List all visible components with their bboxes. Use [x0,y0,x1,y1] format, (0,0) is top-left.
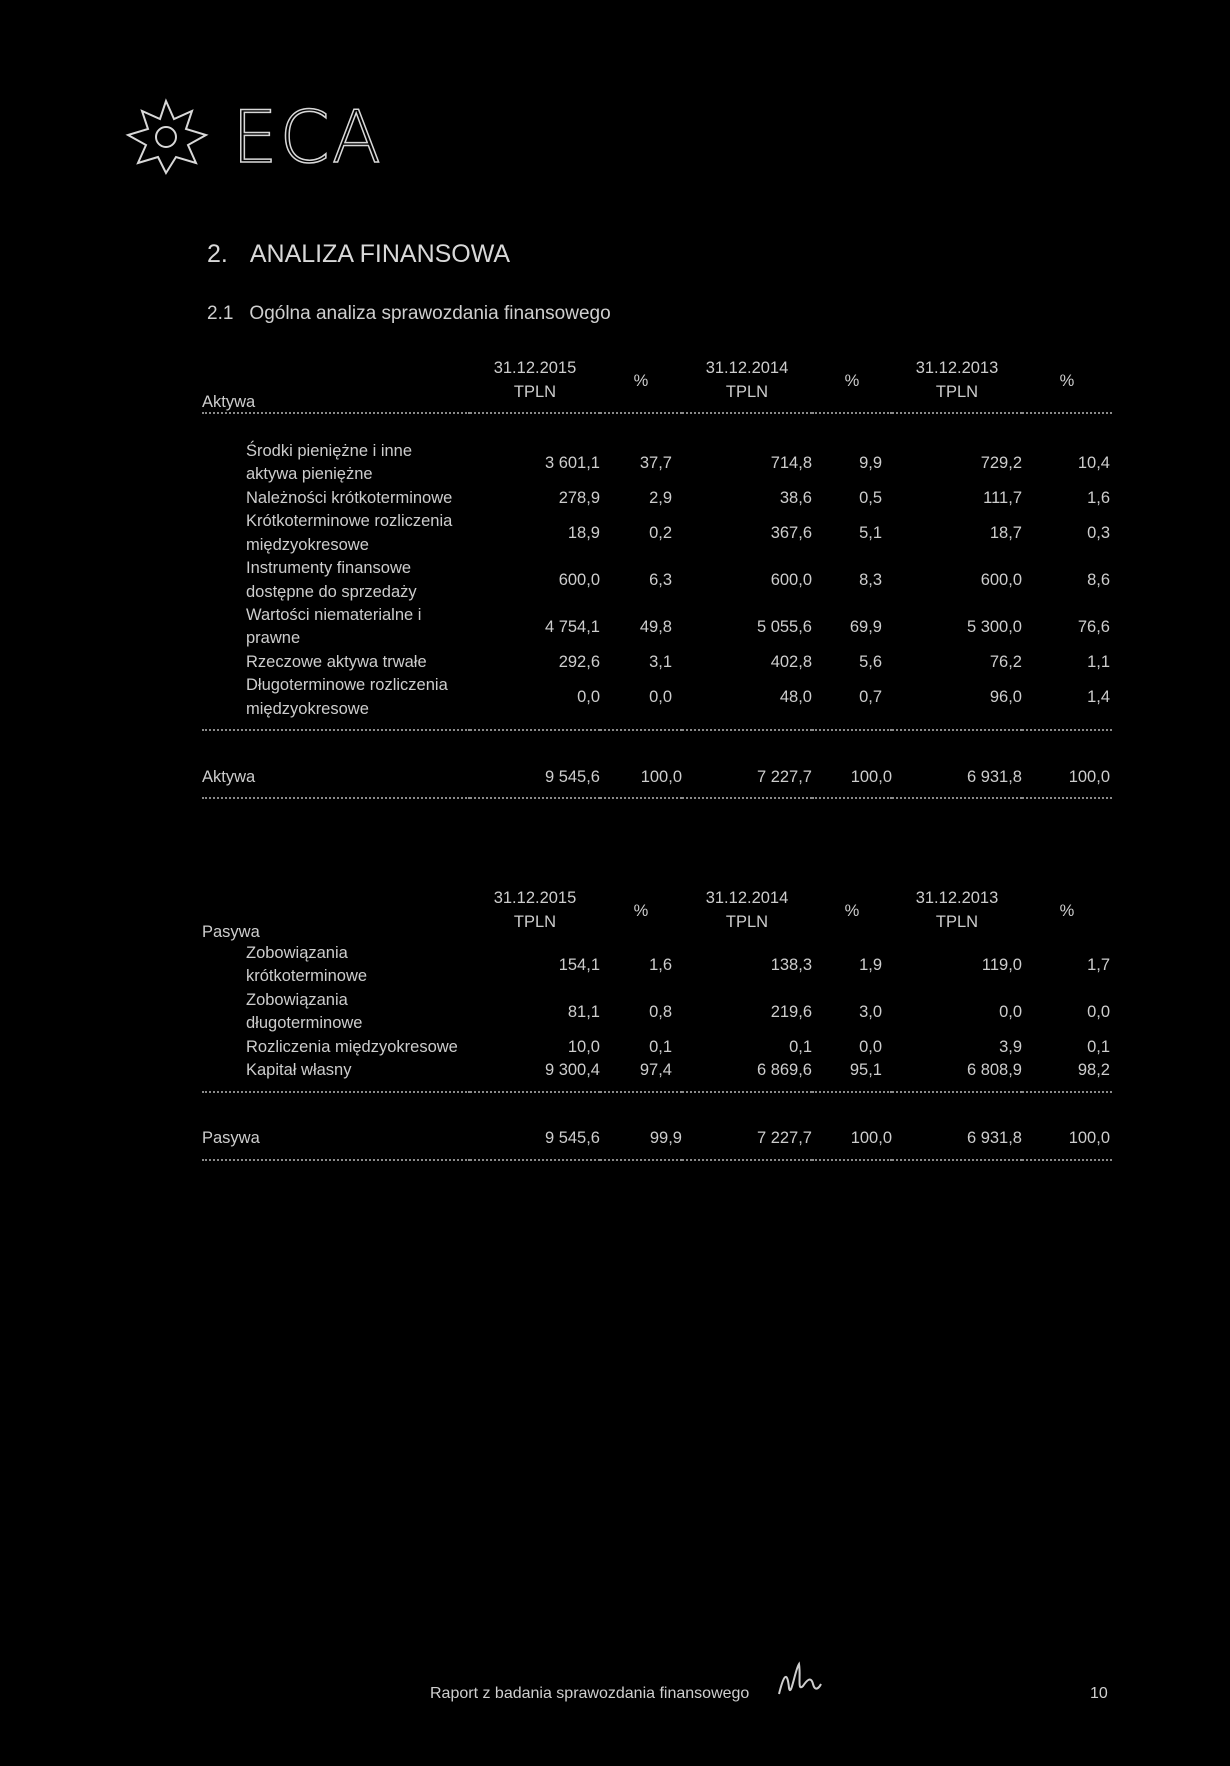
pasywa-header-row [202,880,1112,942]
value-2013: 5 300,0 [966,617,1022,636]
pct-2013: 0,3 [1087,524,1110,543]
pct-2015: 0,8 [649,1002,672,1021]
pct-2015: 3,1 [649,653,672,671]
value-2014: 5 055,6 [756,617,812,636]
value-2014: 219,6 [770,1002,812,1021]
pct-2013: 98,2 [1077,1061,1110,1080]
value-2015: 4 754,1 [544,617,600,636]
pct-2014: 5,1 [859,524,882,543]
pct-2013: 0,1 [1087,1037,1110,1056]
value-2014: 0,1 [789,1037,812,1056]
total-value-2015: 9 545,6 [544,767,600,786]
total-label: Pasywa [202,1129,260,1148]
pct-2015: 6,3 [649,571,672,590]
value-2013: 6 808,9 [966,1061,1022,1080]
value-2015: 278,9 [558,489,600,508]
total-value-2013: 6 931,8 [966,1129,1022,1148]
value-2015: 18,9 [567,524,600,543]
table-row [202,989,1112,1036]
value-2013: 18,7 [989,524,1022,543]
aktywa-pct-2013: % [1059,371,1075,390]
total-value-2013: 6 931,8 [966,767,1022,786]
pct-2015: 0,0 [649,688,672,707]
value-2013: 729,2 [980,453,1022,472]
pasywa-section-label: Pasywa [202,923,260,941]
pct-2014: 0,7 [859,688,882,707]
value-2015: 154,1 [558,955,600,974]
table-row [202,1036,1112,1059]
pct-2015: 0,2 [649,524,672,543]
row-label: Rzeczowe aktywa trwałe [246,652,427,671]
section-number: 2. [207,240,228,268]
value-2015: 292,6 [558,653,600,671]
aktywa-header-row [202,350,1112,413]
table-row [202,487,1112,510]
row-label: Instrumenty finansowe dostępne do sprzedaży [246,559,417,601]
total-pct-2014: 100,0 [850,767,892,786]
pct-2014: 1,9 [859,955,882,974]
table-row [202,557,1112,604]
pasywa-col-2014: 31.12.2014 TPLN [705,889,789,931]
aktywa-col-2014: 31.12.2014 TPLN [705,359,789,401]
row-label: Długoterminowe rozliczenia międzyokresowe [246,676,448,718]
table-row [202,510,1112,557]
value-2013: 3,9 [999,1037,1022,1056]
pct-2013: 1,6 [1087,489,1110,508]
pasywa-pct-2013: % [1059,901,1075,920]
aktywa-pct-2014: % [844,371,860,390]
row-label: Zobowiązania długoterminowe [246,990,363,1033]
pct-2014: 0,0 [859,1037,882,1056]
aktywa-table [202,350,1112,799]
total-value-2015: 9 545,6 [544,1129,600,1148]
logo-text: ECA [232,95,384,179]
value-2015: 81,1 [567,1002,600,1021]
footer-text: Raport z badania sprawozdania finansowego [430,1685,750,1702]
total-value-2014: 7 227,7 [756,1129,812,1148]
row-label: Kapitał własny [246,1061,352,1080]
section-heading: ANALIZA FINANSOWA [249,240,511,268]
row-label: Środki pieniężne i inne aktywa pieniężne [246,442,413,484]
pct-2013: 76,6 [1077,617,1110,636]
value-2013: 96,0 [989,688,1022,707]
value-2014: 714,8 [770,453,812,472]
value-2015: 9 300,4 [544,1061,600,1080]
eca-logo [120,95,383,179]
subsection-heading: Ogólna analiza sprawozdania finansowego [249,303,611,324]
pct-2013: 8,6 [1087,571,1110,590]
value-2014: 48,0 [779,688,812,707]
pct-2013: 0,0 [1087,1002,1110,1021]
row-label: Zobowiązania krótkoterminowe [246,944,368,986]
pct-2015: 1,6 [649,955,672,974]
total-pct-2015: 99,9 [649,1129,682,1148]
pct-2014: 69,9 [849,617,882,636]
value-2013: 111,7 [983,489,1022,508]
pct-2015: 49,8 [639,617,672,636]
value-2014: 138,3 [770,955,812,974]
aktywa-col-2015: 31.12.2015 TPLN [493,359,577,401]
row-label: Wartości niematerialne i prawne [246,605,422,648]
pct-2014: 8,3 [859,571,882,590]
pct-2014: 0,5 [859,489,882,508]
pct-2015: 97,4 [639,1061,672,1080]
table-row [202,604,1112,651]
subsection-number: 2.1 [207,303,234,324]
subsection-title [207,303,611,325]
value-2014: 402,8 [770,653,812,671]
total-value-2014: 7 227,7 [756,767,812,786]
row-label: Krótkoterminowe rozliczenia międzyokresowe [246,512,453,554]
value-2013: 600,0 [980,571,1022,590]
row-label: Rozliczenia międzyokresowe [246,1037,458,1056]
table-row [202,1059,1112,1082]
total-row [202,757,1112,798]
value-2015: 0,0 [577,688,600,707]
aktywa-pct-2015: % [633,371,649,390]
pct-2013: 1,4 [1087,688,1110,707]
section-title [207,240,510,269]
pasywa-table [202,880,1112,1161]
value-2015: 10,0 [567,1037,600,1056]
row-label: Należności krótkoterminowe [246,488,453,507]
pasywa-col-2013: 31.12.2013 TPLN [915,889,999,931]
value-2013: 119,0 [981,955,1022,974]
pct-2015: 0,1 [649,1037,672,1056]
pct-2014: 95,1 [849,1061,882,1080]
total-divider [202,1160,1112,1161]
value-2014: 6 869,6 [756,1061,812,1080]
table-row [202,942,1112,989]
pct-2013: 10,4 [1077,453,1110,472]
total-pct-2014: 100,0 [850,1129,892,1148]
pct-2015: 37,7 [639,453,672,472]
table-row [202,440,1112,487]
value-2014: 600,0 [770,571,812,590]
total-row [202,1119,1112,1160]
pasywa-pct-2014: % [844,901,860,920]
pct-2015: 2,9 [649,489,672,508]
value-2014: 367,6 [770,524,812,543]
value-2014: 38,6 [779,489,812,508]
total-pct-2013: 100,0 [1068,1129,1110,1148]
pct-2014: 5,6 [859,653,882,671]
total-label: Aktywa [202,767,256,786]
value-2013: 76,2 [989,653,1022,671]
pct-2013: 1,7 [1087,955,1110,974]
total-pct-2015: 100,0 [640,767,682,786]
pct-2014: 9,9 [859,453,882,472]
value-2015: 600,0 [558,571,600,590]
aktywa-col-2013: 31.12.2013 TPLN [915,359,999,401]
pct-2013: 1,1 [1087,653,1110,671]
pasywa-pct-2015: % [633,901,649,920]
aktywa-section-label: Aktywa [202,393,256,411]
total-divider [202,798,1112,799]
pct-2014: 3,0 [859,1002,882,1021]
value-2015: 3 601,1 [544,453,600,472]
table-row [202,651,1112,674]
pasywa-col-2015: 31.12.2015 TPLN [493,889,577,931]
table-row [202,674,1112,721]
star-burst-icon [120,97,212,177]
value-2013: 0,0 [999,1002,1022,1021]
total-pct-2013: 100,0 [1068,767,1110,786]
signature-mark [775,1658,825,1709]
page-number: 10 [1090,1685,1108,1702]
